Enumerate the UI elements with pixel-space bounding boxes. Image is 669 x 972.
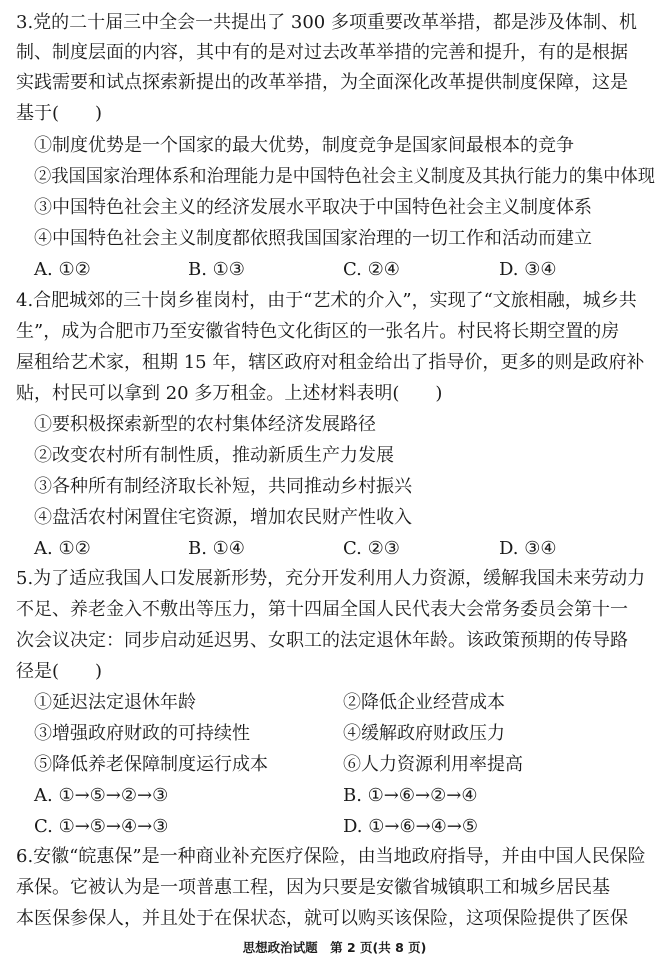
- question-4-option-c: C. ②③: [343, 538, 400, 559]
- question-5-statement-6: ⑥人力资源利用率提高: [343, 754, 523, 775]
- question-5-statement-2: ②降低企业经营成本: [343, 692, 505, 713]
- question-6-line-2: 承保。它被认为是一项普惠工程，因为只要是安徽省城镇职工和城乡居民基: [16, 877, 610, 898]
- question-4-line-4: 贴，村民可以拿到 20 多万租金。上述材料表明( ): [16, 383, 443, 404]
- question-3-statement-3: ③中国特色社会主义的经济发展水平取决于中国特色社会主义制度体系: [34, 197, 592, 218]
- question-5-line-2: 不足、养老金入不敷出等压力，第十四届全国人民代表大会常务委员会第十一: [16, 599, 628, 620]
- question-3-statement-4: ④中国特色社会主义制度都依照我国国家治理的一切工作和活动而建立: [34, 228, 592, 249]
- question-3-option-a: A. ①②: [34, 259, 91, 280]
- question-6-line-1: 6.安徽“皖惠保”是一种商业补充医疗保险，由当地政府指导，并由中国人民保险: [16, 846, 646, 867]
- question-3-option-d: D. ③④: [499, 259, 557, 280]
- question-4-statement-2: ②改变农村所有制性质，推动新质生产力发展: [34, 445, 394, 466]
- question-5-option-c: C. ①→⑤→④→③: [34, 816, 169, 837]
- question-5-statement-1: ①延迟法定退休年龄: [34, 692, 196, 713]
- question-5-statement-4: ④缓解政府财政压力: [343, 723, 505, 744]
- question-5-statement-5: ⑤降低养老保障制度运行成本: [34, 754, 268, 775]
- question-3-statement-2: ②我国国家治理体系和治理能力是中国特色社会主义制度及其执行能力的集中体现: [34, 166, 655, 187]
- question-3-line-3: 实践需要和试点探索新提出的改革举措，为全面深化改革提供制度保障，这是: [16, 72, 628, 93]
- question-4-statement-1: ①要积极探索新型的农村集体经济发展路径: [34, 414, 376, 435]
- question-5-statement-3: ③增强政府财政的可持续性: [34, 723, 250, 744]
- question-5-option-d: D. ①→⑥→④→⑤: [343, 816, 479, 837]
- question-3-line-4: 基于( ): [16, 103, 103, 124]
- question-4-option-a: A. ①②: [34, 538, 91, 559]
- question-5-line-4: 径是( ): [16, 661, 103, 682]
- page-footer: 思想政治试题 第 2 页(共 8 页): [242, 940, 427, 955]
- question-3-option-c: C. ②④: [343, 259, 400, 280]
- question-5-line-1: 5.为了适应我国人口发展新形势，充分开发利用人力资源，缓解我国未来劳动力: [16, 568, 646, 589]
- question-4-statement-3: ③各种所有制经济取长补短，共同推动乡村振兴: [34, 476, 412, 497]
- question-4-line-3: 屋租给艺术家，租期 15 年，辖区政府对租金给出了指导价，更多的则是政府补: [16, 352, 645, 373]
- question-6-line-3: 本医保参保人，并且处于在保状态，就可以购买该保险，这项保险提供了医保: [16, 908, 628, 929]
- question-4-line-1: 4.合肥城郊的三十岗乡崔岗村，由于“艺术的介入”，实现了“文旅相融，城乡共: [16, 290, 637, 311]
- question-3-statement-1: ①制度优势是一个国家的最大优势，制度竞争是国家间最根本的竞争: [34, 135, 574, 156]
- question-4-statement-4: ④盘活农村闲置住宅资源，增加农民财产性收入: [34, 507, 412, 528]
- question-3-line-1: 3.党的二十届三中全会一共提出了 300 多项重要改革举措，都是涉及体制、机: [16, 12, 637, 33]
- question-4-option-b: B. ①④: [188, 538, 245, 559]
- question-4-line-2: 生”，成为合肥市乃至安徽省特色文化街区的一张名片。村民将长期空置的房: [16, 321, 620, 342]
- question-3-option-b: B. ①③: [188, 259, 245, 280]
- question-5-line-3: 次会议决定：同步启动延迟男、女职工的法定退休年龄。该政策预期的传导路: [16, 630, 628, 651]
- question-5-option-a: A. ①→⑤→②→③: [34, 785, 169, 806]
- question-3-line-2: 制、制度层面的内容，其中有的是对过去改革举措的完善和提升，有的是根据: [16, 42, 628, 63]
- question-5-option-b: B. ①→⑥→②→④: [343, 785, 478, 806]
- question-4-option-d: D. ③④: [499, 538, 557, 559]
